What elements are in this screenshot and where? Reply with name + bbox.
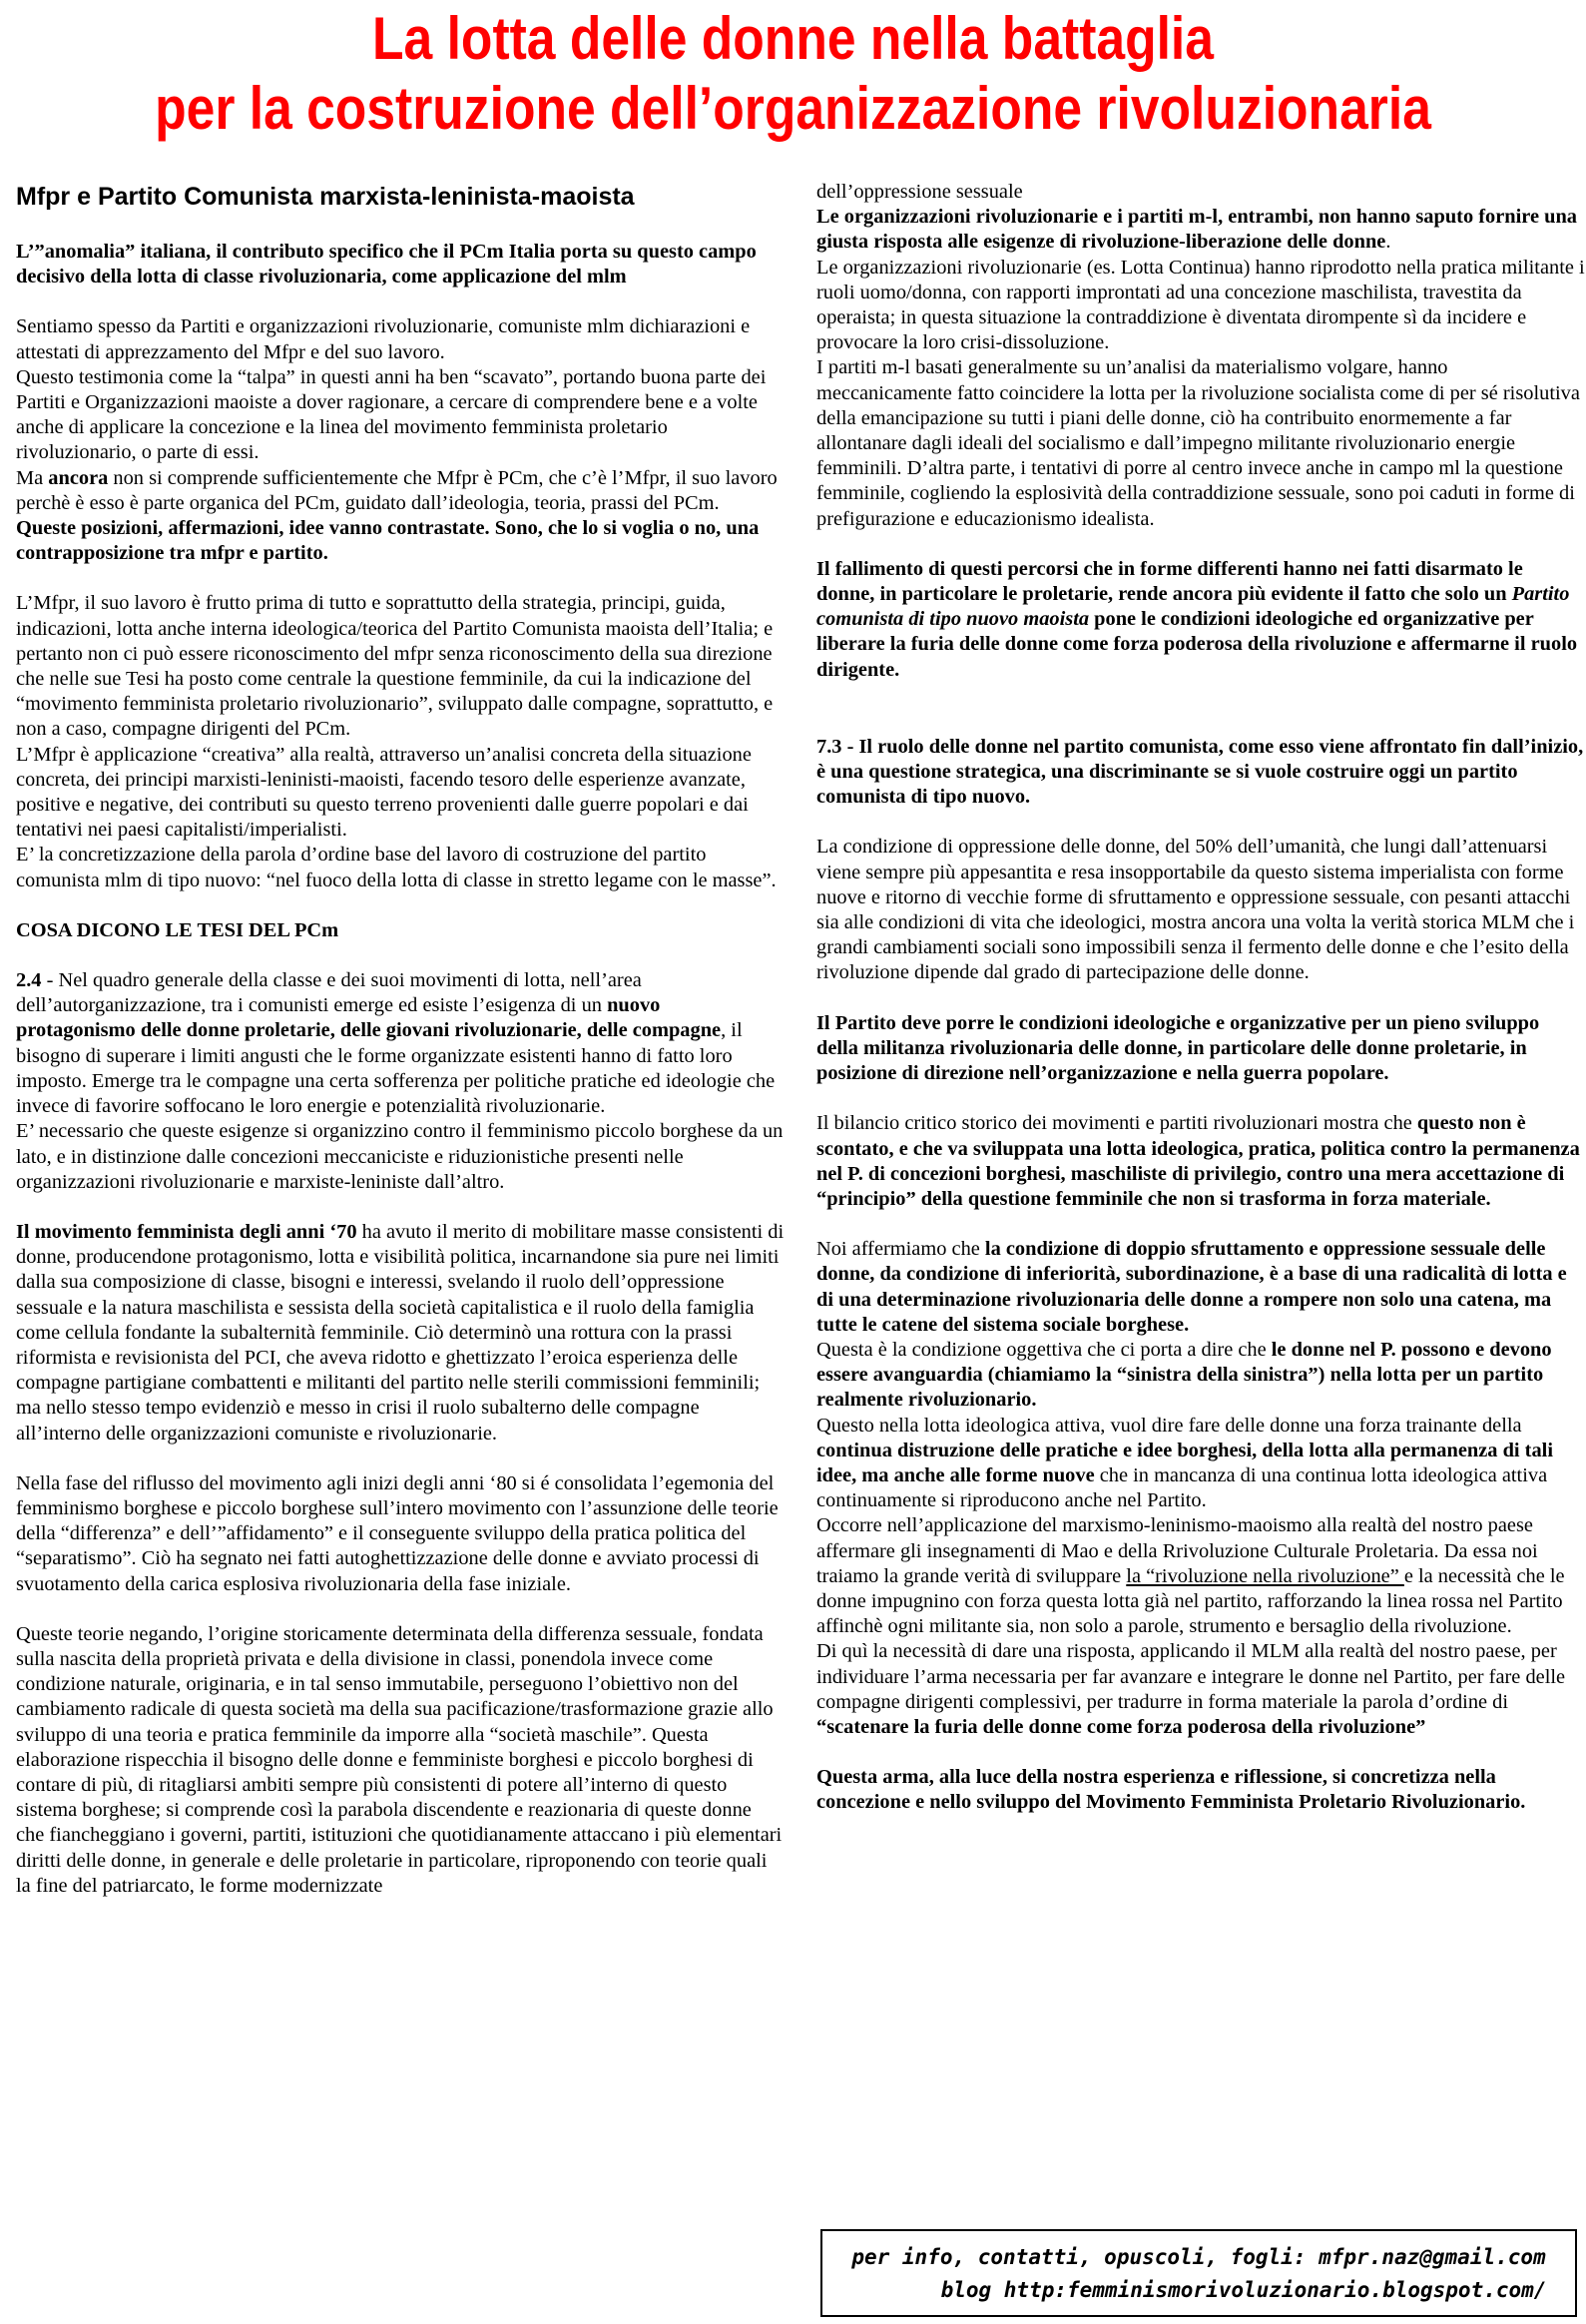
text-span: . [1385,231,1391,254]
paragraph [16,968,785,1119]
thesis-number: 2.4 [16,969,42,992]
paragraph [816,1765,1585,1815]
text-span: Questa è la condizione oggettiva che ci porta a dire che [816,1338,1272,1361]
paragraph: Le organizzazioni rivoluzionarie (es. Lotta Continua) hanno riprodotto nella pratica militante i ruoli uomo/donna, con rapporti improntati ad una concezione maschilista, travestita da operaista; in questa situazione la contraddizione è diventata dirompente sì da incidere e provocare la loro crisi-dissoluzione. [816,256,1585,354]
paragraph [16,516,785,566]
paragraph [816,1111,1585,1212]
text-span: Questo nella lotta ideologica attiva, vuol dire fare delle donne una forza trainante della [816,1414,1522,1437]
paragraph [816,1237,1585,1338]
right-column [816,180,1585,1816]
title-line-1: La lotta delle donne nella battaglia [372,5,1214,72]
paragraph [816,735,1585,811]
paragraph: E’ la concretizzazione della parola d’ordine base del lavoro di costruzione del partito comunista mlm di tipo nuovo: “nel fuoco della lotta di classe in stretto legame con le masse”. [16,844,777,891]
text-bold: Queste posizioni, affermazioni, idee vanno contrastate. Sono, che lo si voglia o no, una contrapposizione tra mfpr e partito. [16,517,760,565]
text-bold: ancora [48,466,109,489]
text-bold: pone le condizioni ideologiche ed organizzative per liberare la furia delle donne come forza poderosa della rivoluzione e affermarne il ruolo dirigente. [816,608,1578,681]
text-span: - Nel quadro generale della classe e dei suoi movimenti di lotta, nell’area dell’autorganizzazione, tra i comunisti emerge ed esiste l’esigenza di un [16,969,642,1017]
text-span: che in mancanza di una continua lotta ideologica attiva continuamente si riproducono anche nel Partito. [816,1463,1548,1512]
text-bold: Questa arma, alla luce della nostra esperienza e riflessione, si concretizza nella concezione e nello sviluppo del Movimento Femminista Proletario Rivoluzionario. [816,1766,1526,1814]
paragraph [816,1011,1585,1087]
intro-text: L’”anomalia” italiana, il contributo specifico che il PCm Italia porta su questo campo decisivo della lotta di classe rivoluzionaria, come applicazione del mlm [16,241,757,289]
paragraph: Sentiamo spesso da Partiti e organizzazioni rivoluzionarie, comuniste mlm dichiarazioni e attestati di apprezzamento del Mfpr e del suo lavoro. [16,315,751,363]
paragraph [16,466,785,516]
text-bold: questo non è scontato, e che va sviluppata una lotta ideologica, pratica, politica contro la permanenza nel P. di concezioni borghesi, maschiliste di privilegio, contro una mera accettazione di “principio” della questione femminile che non si trasforma in forza materiale. [816,1112,1580,1210]
text-span: Occorre nell’applicazione del marxismo-leninismo-maoismo alla realtà del nostro paese affermare gli insegnamenti di Mao e della Rrivoluzione Culturale Proletaria. Da essa noi traiamo la grande verità di sviluppare [816,1514,1538,1587]
paragraph: L’Mfpr, il suo lavoro è frutto prima di tutto e soprattutto della strategia, principi, guida, indicazioni, lotta anche interna ideologica/teorica del Partito Comunista maoista dell’Italia; e pertanto non ci può essere riconoscimento del mfpr senza riconoscimento della sua direzione che nelle sue Tesi ha posto come centrale la questione femminile, da cui la indicazione del “movimento femminista proletario rivoluzionario”, sviluppato dalle compagne, soprattutto, e non a caso, compagne dirigenti del PCm. [16,592,774,741]
paragraph: Questo testimonia come la “talpa” in questi anni ha ben “scavato”, portando buona parte dei Partiti e Organizzazioni maoiste a dover ragionare, a cercare di comprendere bene e a volte anche di applicare la concezione e la linea del movimento femminista proletario rivoluzionario, o parte di essi. [16,365,767,464]
text-span: non si comprende sufficientemente che Mfpr è PCm, che c’è l’Mfpr, il suo lavoro perchè è esso è parte organica del PCm, guidato dall’ideologia, teoria, prassi del PCm. [16,466,778,514]
text-underlined: la “rivoluzione nella rivoluzione” [1126,1564,1404,1587]
text-bold: Il Partito deve porre le condizioni ideologiche e organizzative per un pieno sviluppo della militanza rivoluzionaria delle donne, in particolare delle donne proletarie, in posizione di direzione nell’organizzazione e nella guerra popolare. [816,1011,1540,1085]
heading-text: COSA DICONO LE TESI DEL PCm [16,918,339,941]
text-span: Il bilancio critico storico dei movimenti e partiti rivoluzionari mostra che [816,1112,1417,1135]
paragraph: L’Mfpr è applicazione “creativa” alla realtà, attraverso un’analisi concreta della situazione concreta, dei principi marxisti-leninisti-maoisti, facendo tesoro delle esperienze avanzate, positive e negative, dei contributi su questo terreno provenienti dalle guerre popolari e dai tentativi nei paesi capitalisti/imperialisti. [16,743,752,842]
text-bold: nuovo protagonismo delle donne proletarie, delle giovani rivoluzionarie, delle compagne [16,994,722,1042]
text-bold: continua distruzione delle pratiche e idee borghesi, della lotta alla permanenza di tali idee, ma anche alle forme nuove [816,1439,1553,1486]
page-title [111,4,1475,144]
intro-paragraph [16,240,785,290]
text-bold: le donne nel P. possono e devono essere avanguardia (chiamiamo la “sinistra della sinistra”) nella lotta per un partito realmente rivoluzionario. [816,1338,1552,1412]
paragraph: La condizione di oppressione delle donne, del 50% dell’umanità, che lungi dall’attenuarsi viene sempre più appesantita e resa insopportabile da questo sistema imperialista con forme nuove e ritorno di vecchie forme di sfruttamento e oppressione sessuale, con pesanti attacchi sia alle condizioni di vita che ideologici, mostra ancora una volta la verità storica MLM che i grandi cambiamenti sociali sono impossibili senza il fermento delle donne e che l’esito della rivoluzione dipende dal grado di partecipazione delle donne. [816,836,1575,984]
text-span: Di quì la necessità di dare una risposta, applicando il MLM alla realtà del nostro paese, per individuare l’arma necessaria per far avanzare e integrare le donne nel Partito, per fare delle compagne dirigenti complessivi, per tradurre in forma materiale la parola d’ordine di [816,1640,1566,1713]
text-span: Noi affermiamo che [816,1238,985,1261]
text-bold-italic: Partito comunista di tipo nuovo maoista [816,583,1570,631]
section-heading [16,918,785,943]
paragraph: dell’oppressione sessuale [816,181,1023,203]
paragraph [816,205,1585,255]
paragraph: Nella fase del riflusso del movimento agli inizi degli anni ‘80 si é consolidata l’egemonia del femminismo borghese e piccolo borghese sull’intero movimento con l’assunzione delle teorie della “differenza” e dell’”affidamento” e il conseguente sviluppo della pratica politica del “separatismo”. Ciò ha segnato nei fatti autoghettizzazione delle donne e avviato processi di svuotamento della carica esplosiva rivoluzionaria della fase iniziale. [16,1471,779,1595]
blog-link[interactable]: blog http:femminismorivoluzionario.blogspot.com/ [940,2278,1547,2302]
text-bold: 7.3 - Il ruolo delle donne nel partito comunista, come esso viene affrontato fin dall’inizio, è una questione strategica, una discriminante se si vuole costruire oggi un partito comunista di tipo nuovo. [816,735,1584,809]
paragraph: Queste teorie negando, l’origine storicamente determinata della differenza sessuale, fondata sulla nascita della proprietà privata e della divisione in classi, ponendola invece come condizione naturale, originaria, e in tal senso immutabile, perseguono l’obiettivo non del cambiamento radicale di questa società ma della sua pacificazione/trasformazione grazie allo sviluppo di una teoria e pratica femminile da imporre alla “società maschile”. Questa elaborazione rispecchia il bisogno delle donne e femministe borghesi e piccolo borghesi di contare di più, di ritagliarsi ambiti sempre più consistenti di potere all’interno di questo sistema borghese; si comprende così la parabola discendente e reazionaria di queste donne che fiancheggiano i governi, partiti, istituzioni che quotidianamente attaccano i più elementari diritti delle donne, in generale e delle proletarie in particolare, riproponendo con teorie quali la fine del patriarcato, le forme modernizzate [16,1622,783,1897]
title-line-2: per la costruzione dell’organizzazione rivoluzionaria [155,75,1431,142]
paragraph [816,1513,1585,1639]
info-box [820,2229,1577,2317]
text-span: ha avuto il merito di mobilitare masse consistenti di donne, producendone protagonismo, lotta e visibilità politica, incarnandone sia pure nei limiti dalla sua composizione di classe, bisogni e interessi, svelando il ruolo dell’oppressione sessuale e la natura maschilista e sessista della società capitalistica e il ruolo della famiglia come cellula fondante la subalternità femminile. Ciò determinò una rottura con la prassi riformista e revisionista del PCI, che aveva ridotto e ghettizzato l’eroica esperienza delle compagne partigiane combattenti e militanti del partito nelle sterili commissioni femminili; ma nello stesso tempo evidenziò e messo in crisi il ruolo subalterno delle compagne all’interno delle organizzazioni comuniste e rivoluzionarie. [16,1220,785,1445]
text-bold: la condizione di doppio sfruttamento e oppressione sessuale delle donne, da condizione di inferiorità, subordinazione, è a base di una radicalità di lotta e di una determinazione rivoluzionaria delle donne a rompere non solo una catena, ma tutte le catene del sistema sociale borghese. [816,1238,1567,1336]
paragraph [816,1639,1585,1740]
text-span: Ma [16,466,49,489]
section-subtitle: Mfpr e Partito Comunista marxista-leninista-maoista [16,183,635,211]
text-bold: Le organizzazioni rivoluzionarie e i partiti m-l, entrambi, non hanno saputo fornire una giusta risposta alle esigenze di rivoluzione-liberazione delle donne [816,206,1578,254]
text-bold: “scatenare la furia delle donne come forza poderosa della rivoluzione” [816,1715,1426,1738]
paragraph: I partiti m-l basati generalmente su un’analisi da materialismo volgare, hanno meccanicamente fatto coincidere la lotta per la rivoluzione socialista come di per sé risolutiva della emancipazione su tutti i piani delle donne, ciò ha contribuito enormemente a far allontanare dagli ideali del socialismo e dall’impegno militante rivoluzionario energie femminili. D’altra parte, i tentativi di porre al centro invece anche in campo ml la questione femminile, cogliendo la esplosività della contraddizione sessuale, sono poi caduti in forme di prefigurazione e educazionismo idealista. [816,356,1580,530]
text-bold: Il fallimento di questi percorsi che in forme differenti hanno nei fatti disarmato le donne, in particolare le proletarie, rende ancora più evidente il fatto che solo un [816,557,1523,606]
paragraph [16,1220,785,1447]
contact-line[interactable]: per info, contatti, opuscoli, fogli: mfpr.naz@gmail.com [851,2245,1546,2269]
text-span: , il bisogno di superare i limiti angusti che le forme organizzate esistenti hanno di fatto loro imposto. Emerge tra le compagne una certa sofferenza per politiche pratiche ed ideologie che invece di favorire soffocano le loro energie e potenzialità rivoluzionarie. [16,1019,776,1118]
paragraph [816,557,1585,683]
paragraph: E’ necessario che queste esigenze si organizzino contro il femminismo piccolo borghese da un lato, e in distinzione dalle concezioni meccaniciste e riduzionistiche presenti nelle organizzazioni rivoluzionarie e marxiste-leniniste dall’altro. [16,1120,784,1193]
left-column [16,182,785,1899]
paragraph [816,1414,1585,1514]
text-bold: Il movimento femminista degli anni ‘70 [16,1220,357,1243]
text-span: e la necessità che le donne impugnino con forza questa lotta già nel partito, rafforzando la linea rossa nel Partito affinchè ogni militante sia, non solo a parole, strumento e bersaglio della rivoluzione. [816,1564,1565,1638]
paragraph [816,1338,1585,1414]
